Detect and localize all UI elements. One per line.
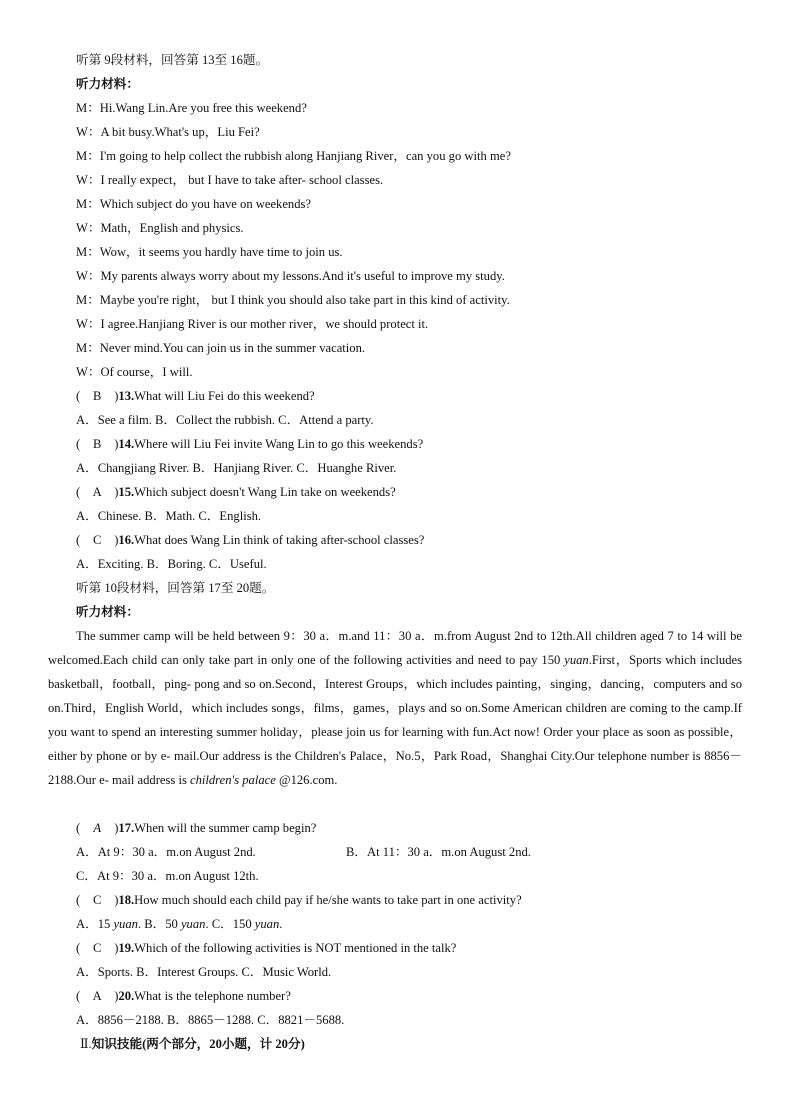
question-16: ( C )16.What does Wang Lin think of taking after-school classes?	[76, 533, 425, 547]
option-17b: B．At 11：30 a．m.on August 2nd.	[346, 845, 531, 859]
yuan-unit: yuan	[254, 917, 280, 931]
heading-parts: (两个部分	[142, 1037, 197, 1051]
dialogue-line: M：Which subject do you have on weekends?	[76, 197, 312, 211]
section10-material-label: 听力材料：	[76, 605, 139, 619]
option-text: . B．50	[137, 917, 181, 931]
question-text: Where will Liu Fei invite Wang Lin to go this weekends?	[134, 437, 424, 451]
question-number: 19.	[118, 941, 135, 955]
options-13: A．See a film. B．Collect the rubbish. C．Attend a party.	[76, 413, 374, 427]
answer-18: C	[93, 893, 102, 907]
option-text: . C．150	[205, 917, 255, 931]
question-text: How much should each child pay if he/she wants to take part in one activity?	[134, 893, 522, 907]
options-16: A．Exciting. B．Boring. C．Useful.	[76, 557, 267, 571]
option-text: A．15	[76, 917, 114, 931]
question-text: What is the telephone number?	[134, 989, 291, 1003]
yuan-unit: yuan	[113, 917, 138, 931]
passage-yuan: yuan	[564, 653, 589, 667]
summer-camp-passage	[48, 624, 742, 792]
question-text: Which subject doesn't Wang Lin take on weekends?	[134, 485, 396, 499]
heading-rest: ，20小题，计 20分)	[196, 1037, 305, 1051]
question-number: 13.	[118, 389, 135, 403]
question-number: 16.	[118, 533, 135, 547]
section9-material-label: 听力材料：	[76, 77, 139, 91]
options-20: A．8856－2188. B．8865－1288. C．8821－5688.	[76, 1013, 345, 1027]
dialogue-line: M：I'm going to help collect the rubbish along Hanjiang River，can you go with me?	[76, 149, 511, 163]
option-17c: C．At 9：30 a．m.on August 12th.	[76, 869, 259, 883]
dialogue-line: W：I really expect， but I have to take after- school classes.	[76, 173, 384, 187]
question-number: 14.	[118, 437, 135, 451]
section10-intro: 听第 10段材料，回答第 17至 20题。	[76, 581, 275, 595]
yuan-unit: yuan	[180, 917, 206, 931]
dialogue-line: M：Hi.Wang Lin.Are you free this weekend?	[76, 101, 307, 115]
answer-16: C	[93, 533, 102, 547]
heading-label: 知识技能	[91, 1037, 143, 1051]
passage-part-1: The summer camp will be held between 9：30 a．m.and 11：30 a．m.from August 2nd to 12th.All children aged 7 to 14 will be welcomed.Each child can only take part in only one of the following activities and need to pay 150	[48, 629, 742, 667]
options-14: A．Changjiang River. B．Hanjiang River. C．Huanghe River.	[76, 461, 397, 475]
dialogue-line: W：Of course，I will.	[76, 365, 193, 379]
answer-19: C	[93, 941, 102, 955]
question-13: ( B )13.What will Liu Fei do this weekend?	[76, 389, 315, 403]
answer-14: B	[93, 437, 102, 451]
question-15: ( A )15.Which subject doesn't Wang Lin take on weekends?	[76, 485, 396, 499]
question-number: 18.	[118, 893, 135, 907]
option-17a: A．At 9：30 a．m.on August 2nd.	[76, 845, 256, 859]
options-19: A．Sports. B．Interest Groups. C．Music World.	[76, 965, 332, 979]
question-text: When will the summer camp begin?	[134, 821, 317, 835]
answer-20: A	[92, 989, 102, 1003]
section2-heading	[80, 1036, 742, 1052]
question-number: 20.	[118, 989, 135, 1003]
question-text: What will Liu Fei do this weekend?	[134, 389, 315, 403]
dialogue-line: M：Never mind.You can join us in the summer vacation.	[76, 341, 366, 355]
dialogue-line: M：Maybe you're right， but I think you should also take part in this kind of activity.	[76, 293, 510, 307]
dialogue-line: W：A bit busy.What's up，Liu Fei?	[76, 125, 260, 139]
dialogue-line: W：I agree.Hanjiang River is our mother river，we should protect it.	[76, 317, 429, 331]
question-text: What does Wang Lin think of taking after-school classes?	[134, 533, 425, 547]
question-text: Which of the following activities is NOT mentioned in the talk?	[134, 941, 457, 955]
answer-17: A	[93, 821, 102, 835]
question-20: ( A )20.What is the telephone number?	[76, 989, 291, 1003]
question-19: ( C )19.Which of the following activities is NOT mentioned in the talk?	[76, 941, 457, 955]
options-15: A．Chinese. B．Math. C．English.	[76, 509, 262, 523]
answer-13: B	[93, 389, 102, 403]
passage-part-2: .First，Sports which includes basketball，football，ping- pong and so on.Second，Interest Groups，which includes painting，singing，dancing，computers and so on.Third，English World，which includes songs，films，games，plays and so on.Some American children are coming to the camp.If you want to spend an interesting summer holiday，please join us for learning with fun.Act now! Order your place as soon as possible，either by phone or by e- mail.Our address is the Children's Palace，No.5，Park Road，Shanghai City.Our telephone number is 8856－2188.Our e- mail address is	[48, 653, 742, 787]
question-18: ( C )18.How much should each child pay if he/she wants to take part in one activity?	[76, 893, 522, 907]
section9-intro: 听第 9段材料，回答第 13至 16题。	[76, 53, 269, 67]
question-number: 17.	[118, 821, 135, 835]
question-17: ( A )17.When will the summer camp begin?	[76, 821, 317, 835]
dialogue-line: M：Wow，it seems you hardly have time to join us.	[76, 245, 343, 259]
roman-numeral: Ⅱ.	[80, 1037, 92, 1051]
passage-email-domain: @126.com.	[275, 773, 338, 787]
answer-15: A	[92, 485, 102, 499]
passage-email-name: children's palace	[190, 773, 276, 787]
dialogue-line: W：My parents always worry about my lessons.And it's useful to improve my study.	[76, 269, 505, 283]
option-text: .	[279, 917, 283, 931]
options-18	[76, 916, 742, 932]
question-number: 15.	[118, 485, 135, 499]
question-14: ( B )14.Where will Liu Fei invite Wang Lin to go this weekends?	[76, 437, 424, 451]
dialogue-line: W：Math，English and physics.	[76, 221, 244, 235]
